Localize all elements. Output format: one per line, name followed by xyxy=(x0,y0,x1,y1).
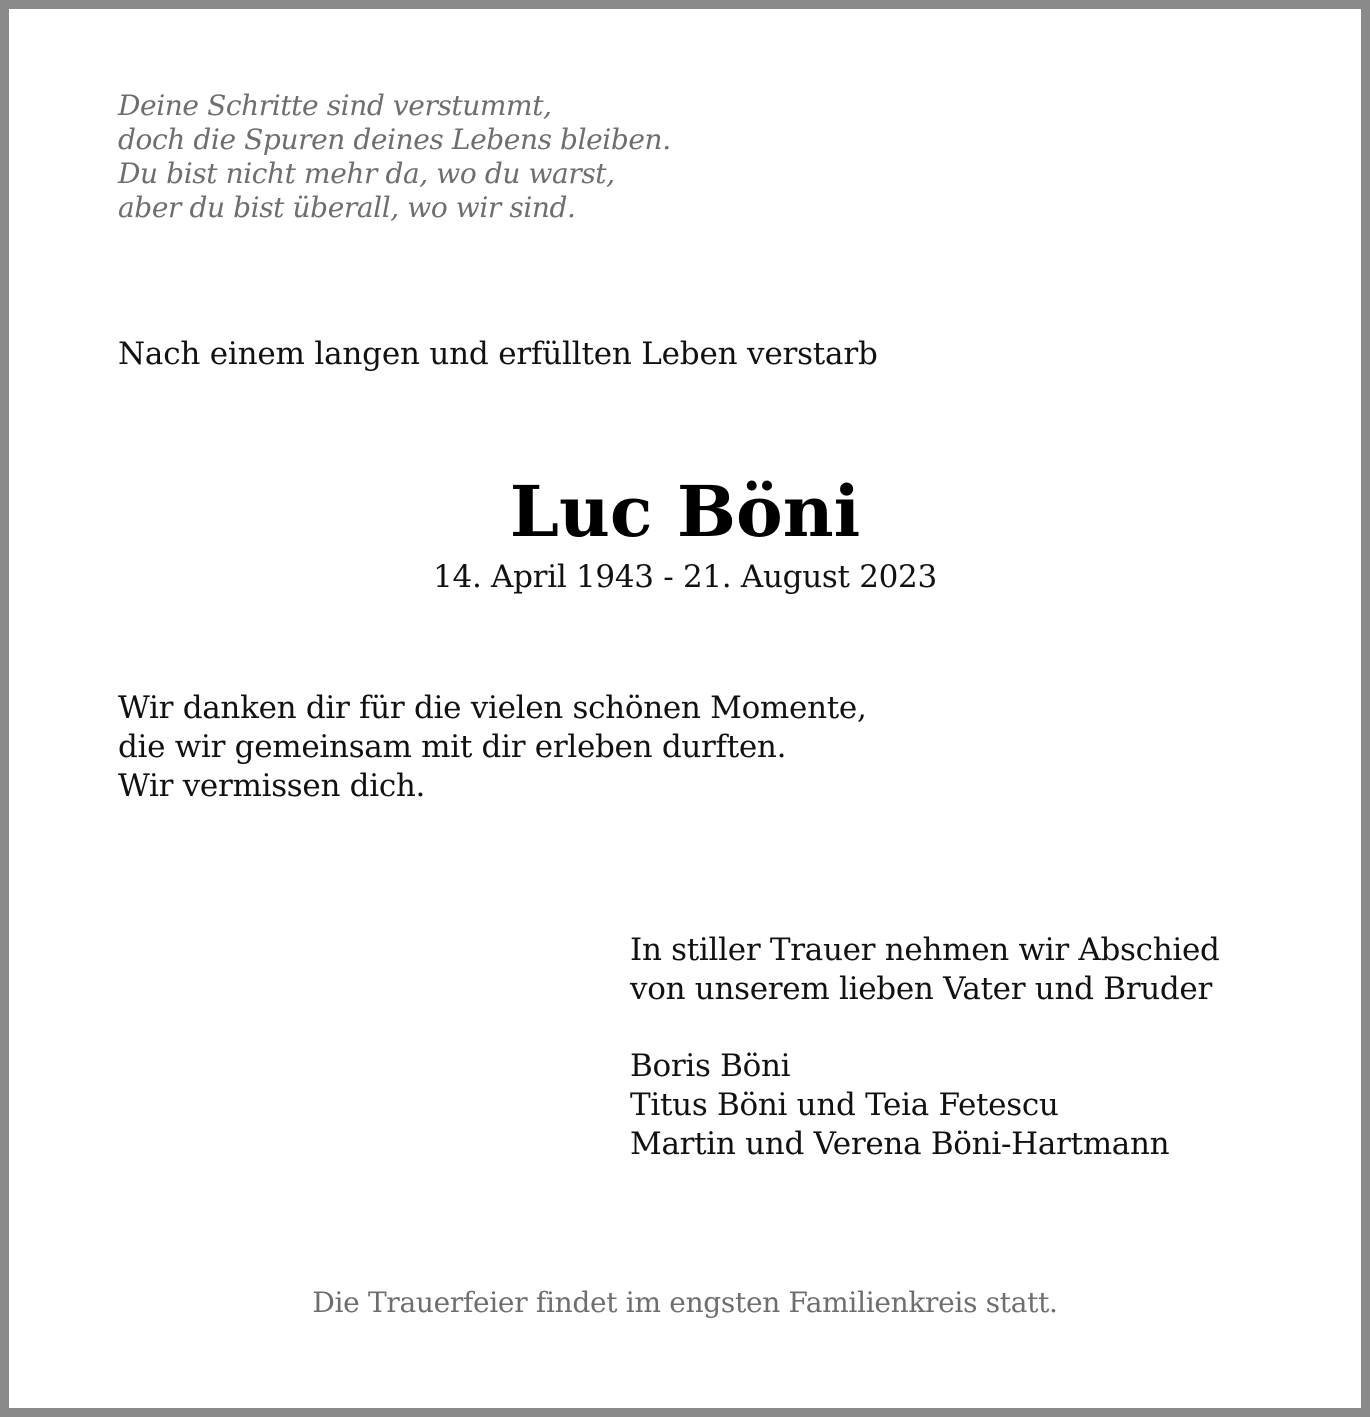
thanks-line: die wir gemeinsam mit dir erleben durften. xyxy=(118,729,787,765)
poem-line: doch die Spuren deines Lebens bleiben. xyxy=(118,123,671,156)
mourner-name: Boris Böni xyxy=(630,1048,791,1084)
mourners-list xyxy=(630,1047,1169,1164)
mourner-name: Titus Böni und Teia Fetescu xyxy=(630,1087,1059,1123)
thanks-text xyxy=(118,689,867,806)
intro-text: Nach einem langen und erfüllten Leben verstarb xyxy=(118,336,878,372)
poem-line: aber du bist überall, wo wir sind. xyxy=(118,191,576,224)
deceased-name: Luc Böni xyxy=(509,470,861,553)
farewell-text xyxy=(630,931,1220,1009)
farewell-line: In stiller Trauer nehmen wir Abschied xyxy=(630,932,1220,968)
thanks-line: Wir danken dir für die vielen schönen Momente, xyxy=(118,690,867,726)
poem-line: Deine Schritte sind verstummt, xyxy=(118,89,552,122)
poem-line: Du bist nicht mehr da, wo du warst, xyxy=(118,157,615,190)
life-dates: 14. April 1943 - 21. August 2023 xyxy=(433,559,937,595)
mourner-name: Martin und Verena Böni-Hartmann xyxy=(630,1126,1170,1162)
funeral-note: Die Trauerfeier findet im engsten Familienkreis statt. xyxy=(312,1286,1058,1319)
obituary-card xyxy=(9,9,1361,1408)
poem xyxy=(118,89,671,225)
thanks-line: Wir vermissen dich. xyxy=(118,768,426,804)
farewell-line: von unserem lieben Vater und Bruder xyxy=(630,971,1212,1007)
